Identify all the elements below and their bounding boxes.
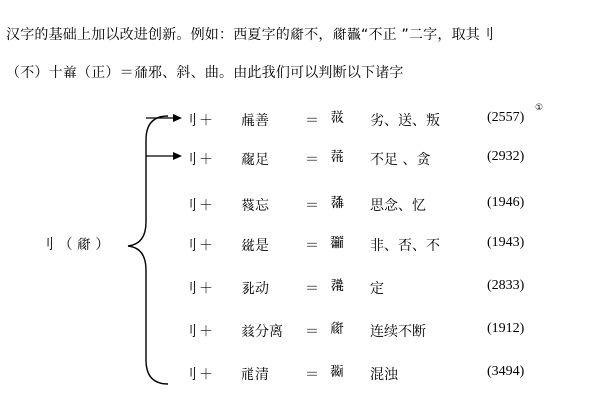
result-glyph: 𗗅 bbox=[330, 364, 344, 380]
radical-glyph: 刂 bbox=[183, 198, 197, 214]
result-glyph: 𗏆 bbox=[330, 321, 344, 337]
footnote-marker: ① bbox=[535, 103, 544, 113]
intro-line-1 bbox=[6, 16, 592, 54]
intro-line2-paren1: （不）十 bbox=[6, 65, 63, 81]
component-word: 𗑠分离 bbox=[241, 324, 283, 340]
plus-sign: ＋ bbox=[199, 367, 213, 383]
arrow-icon bbox=[146, 152, 182, 160]
plus-sign: ＋ bbox=[199, 152, 213, 168]
result-glyph: 𗗋 bbox=[330, 235, 344, 251]
radical-glyph: 刂 bbox=[183, 113, 197, 129]
component-word: 𗎘动 bbox=[241, 281, 269, 297]
equals-sign: ＝ bbox=[305, 367, 319, 383]
plus-sign: ＋ bbox=[199, 198, 213, 214]
result-glyph: 𗖧 bbox=[330, 195, 344, 211]
intro-paragraph bbox=[6, 16, 592, 92]
component-word: 𗍫善 bbox=[241, 113, 269, 129]
equals-sign: ＝ bbox=[305, 113, 319, 129]
plus-sign: ＋ bbox=[199, 238, 213, 254]
radical-glyph: 刂 bbox=[183, 152, 197, 168]
intro-line2-text: 邪、斜、曲。由此我们可以判断以下诸字 bbox=[148, 65, 404, 81]
equals-sign: ＝ bbox=[305, 281, 319, 297]
reference-number: (1946) bbox=[487, 195, 525, 210]
tangut-glyph: 𗏆𗖻 bbox=[332, 27, 362, 43]
meaning-text: 思念、忆 bbox=[370, 198, 426, 214]
open-paren: （ bbox=[58, 237, 73, 253]
meaning-text: 不足 、贪 bbox=[370, 152, 431, 168]
component-word: 𗛹忘 bbox=[241, 198, 269, 214]
intro-line2-paren2: （正）＝ bbox=[77, 65, 134, 81]
reference-number: (2833) bbox=[487, 278, 525, 293]
meaning-text: 非、否、不 bbox=[370, 238, 440, 254]
plus-sign: ＋ bbox=[199, 324, 213, 340]
close-paren: ） bbox=[95, 237, 110, 253]
radical-glyph: 刂 bbox=[479, 27, 495, 43]
arrow-icon bbox=[146, 114, 182, 122]
result-glyph: 𗖥 bbox=[330, 149, 344, 165]
tangut-glyph: 𗏆 bbox=[290, 27, 305, 43]
result-glyph: 𗗈 bbox=[330, 278, 344, 294]
equals-sign: ＝ bbox=[305, 198, 319, 214]
reference-number: (2557) bbox=[487, 110, 525, 125]
component-word: 𗙏清 bbox=[241, 367, 269, 383]
meaning-text: 定 bbox=[370, 281, 384, 297]
intro-line1-text-c: “不正 ”二字，取其 bbox=[361, 27, 480, 43]
radical-glyph: 刂 bbox=[40, 237, 54, 253]
radical-group-label bbox=[40, 234, 109, 254]
intro-line-2 bbox=[6, 54, 592, 92]
meaning-text: 劣、送、叛 bbox=[370, 113, 440, 129]
component-word: 𗗠足 bbox=[241, 152, 269, 168]
tangut-glyph: 𗒐 bbox=[62, 65, 78, 81]
radical-glyph: 刂 bbox=[183, 238, 197, 254]
equals-sign: ＝ bbox=[305, 238, 319, 254]
reference-number: (1943) bbox=[487, 235, 525, 250]
tangut-glyph: 𗏆 bbox=[76, 237, 91, 253]
reference-number: (2932) bbox=[487, 149, 525, 164]
radical-glyph: 刂 bbox=[183, 281, 197, 297]
equals-sign: ＝ bbox=[305, 324, 319, 340]
component-word: 𗦲是 bbox=[241, 238, 269, 254]
meaning-text: 连续不断 bbox=[370, 324, 426, 340]
plus-sign: ＋ bbox=[199, 281, 213, 297]
intro-line1-text: 汉字的基础上加以改进创新。例如：西夏字的 bbox=[6, 27, 290, 43]
reference-number: (1912) bbox=[487, 321, 525, 336]
result-glyph: 𗖣 bbox=[330, 110, 344, 126]
curly-brace bbox=[128, 116, 168, 384]
equals-sign: ＝ bbox=[305, 152, 319, 168]
radical-glyph: 刂 bbox=[183, 324, 197, 340]
radical-glyph: 刂 bbox=[183, 367, 197, 383]
reference-number: (3494) bbox=[487, 364, 525, 379]
intro-line1-text-b: 不， bbox=[304, 27, 333, 43]
tangut-glyph: 𗗙 bbox=[133, 65, 149, 81]
plus-sign: ＋ bbox=[199, 113, 213, 129]
meaning-text: 混浊 bbox=[370, 367, 398, 383]
